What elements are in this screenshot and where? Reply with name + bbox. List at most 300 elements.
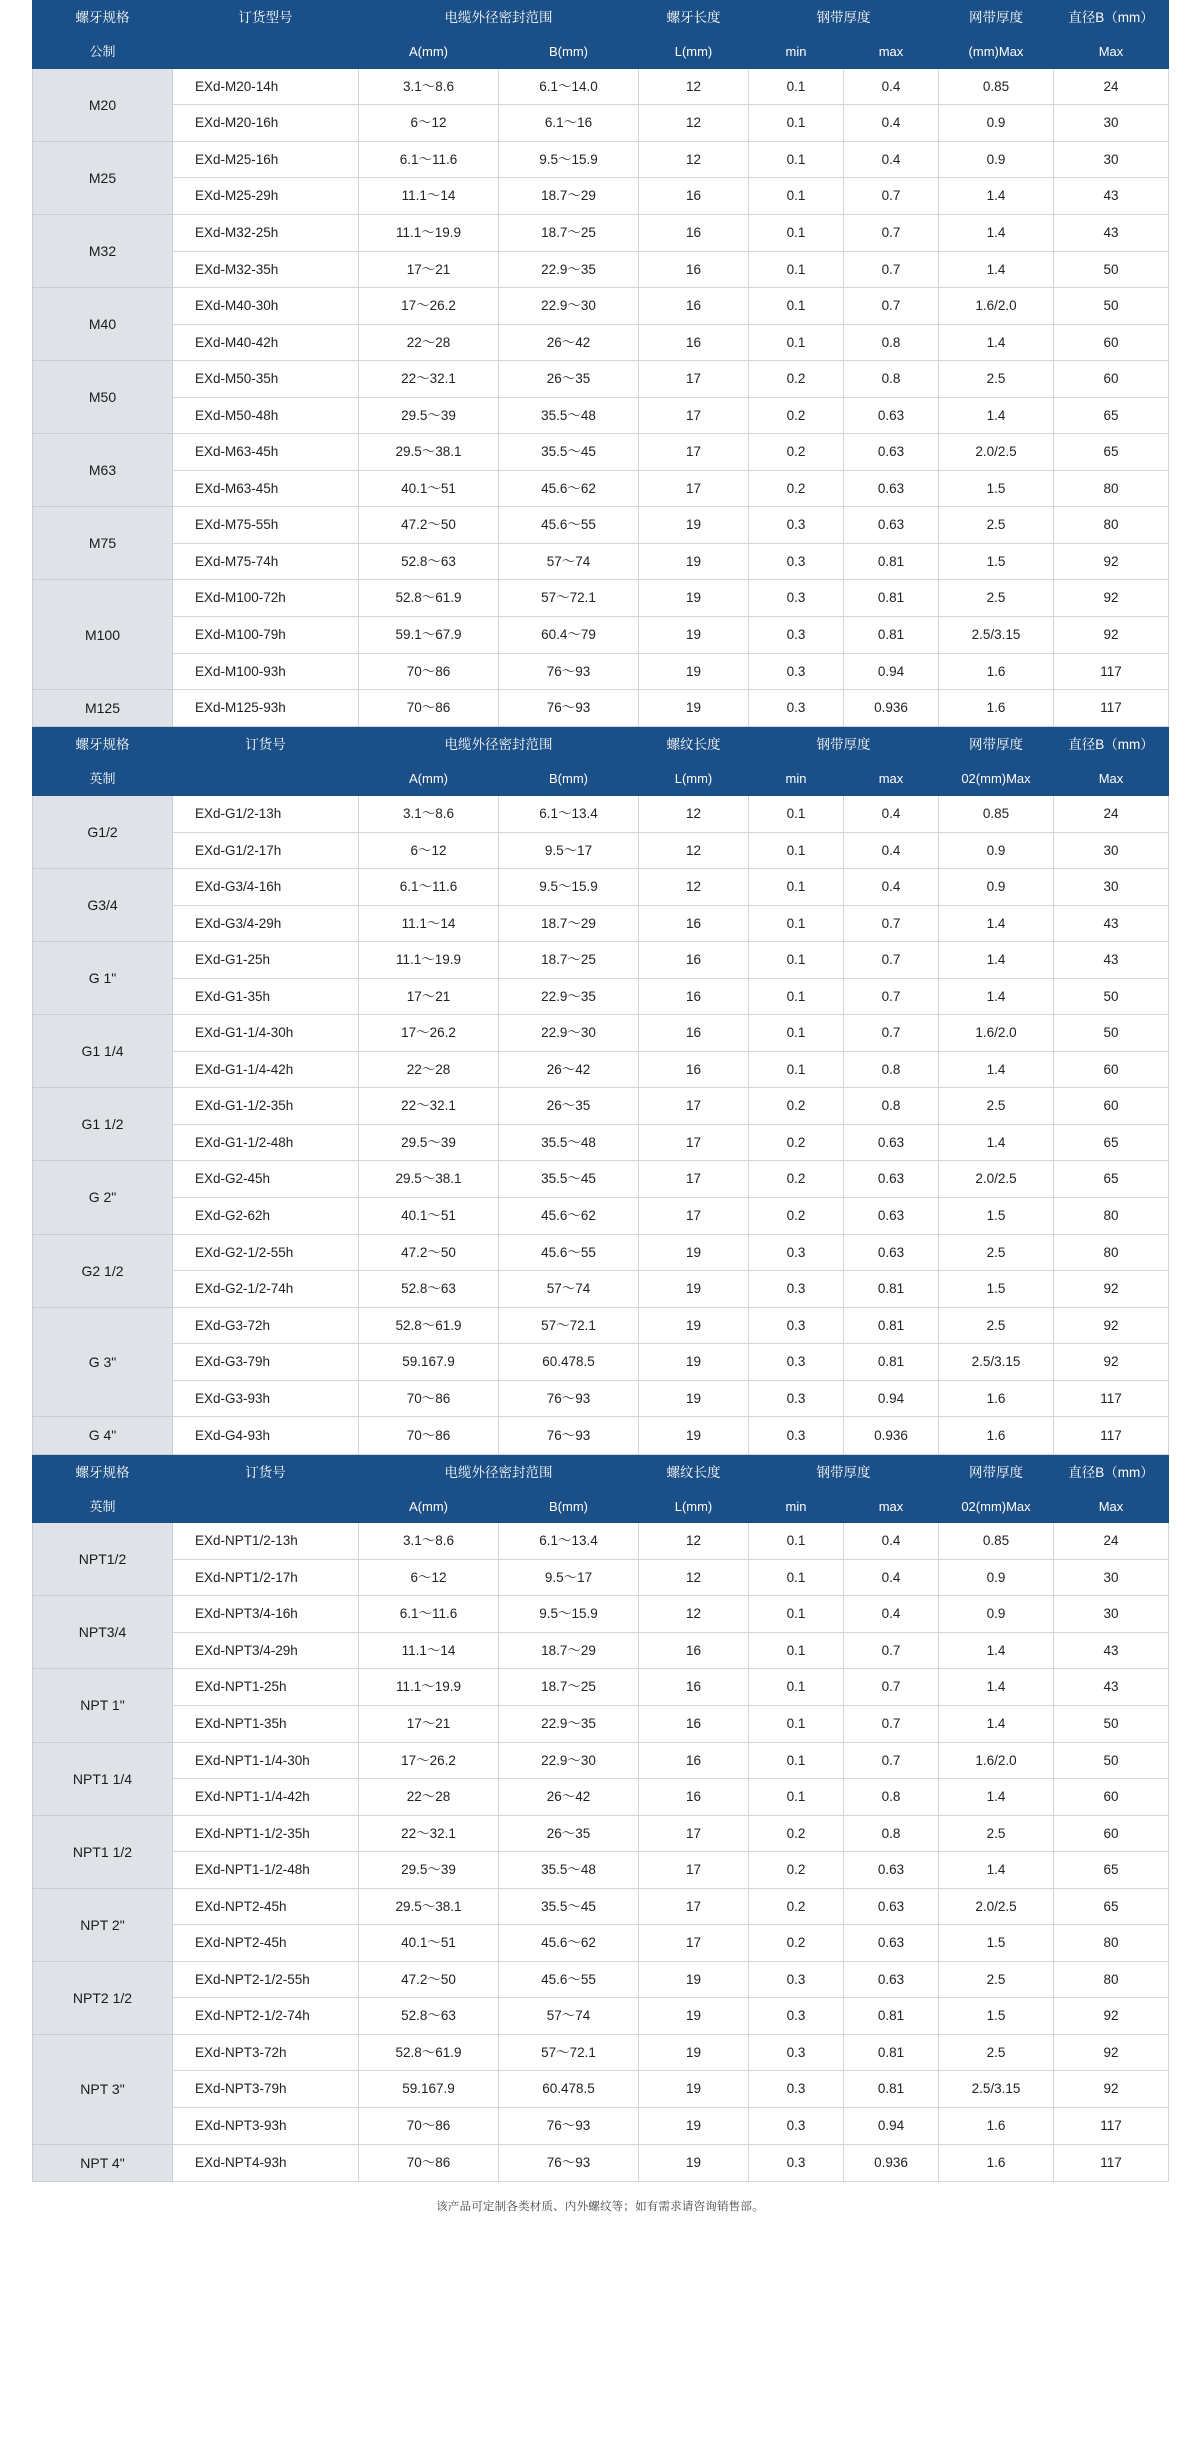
thread-size-group-cell: G1/2 <box>33 796 173 869</box>
table-row <box>33 1198 1169 1235</box>
table-row <box>33 869 1169 906</box>
column-header: 电缆外径密封范围 <box>359 1455 639 1490</box>
data-cell: 22～32.1 <box>359 1088 499 1125</box>
data-cell: 0.81 <box>844 616 939 653</box>
data-cell: 17 <box>639 397 749 434</box>
data-cell: 16 <box>639 214 749 251</box>
table-row <box>33 978 1169 1015</box>
data-cell: 29.5～39 <box>359 1852 499 1889</box>
column-subheader: B(mm) <box>499 1490 639 1523</box>
data-cell: 29.5～38.1 <box>359 434 499 471</box>
column-subheader: max <box>844 36 939 69</box>
thread-size-group-cell: G 1" <box>33 942 173 1015</box>
column-subheader: max <box>844 763 939 796</box>
data-cell: 12 <box>639 68 749 105</box>
table-row <box>33 214 1169 251</box>
thread-size-group-cell: NPT 4" <box>33 2144 173 2181</box>
data-cell: 2.0/2.5 <box>939 434 1054 471</box>
column-subheader: L(mm) <box>639 763 749 796</box>
thread-size-group-cell: NPT3/4 <box>33 1596 173 1669</box>
data-cell: 1.5 <box>939 1271 1054 1308</box>
thread-size-group-cell: NPT2 1/2 <box>33 1961 173 2034</box>
order-model-cell: EXd-M25-16h <box>173 141 359 178</box>
order-model-cell: EXd-G1-1/4-42h <box>173 1051 359 1088</box>
data-cell: 19 <box>639 616 749 653</box>
data-cell: 12 <box>639 1559 749 1596</box>
column-header: 螺牙规格 <box>33 1 173 36</box>
table-header-row-primary <box>33 1455 1169 1490</box>
data-cell: 11.1～19.9 <box>359 1669 499 1706</box>
data-cell: 0.94 <box>844 1380 939 1417</box>
data-cell: 0.1 <box>749 1015 844 1052</box>
column-header: 网带厚度 <box>939 1455 1054 1490</box>
data-cell: 0.81 <box>844 1998 939 2035</box>
data-cell: 0.1 <box>749 141 844 178</box>
order-model-cell: EXd-G4-93h <box>173 1417 359 1454</box>
order-model-cell: EXd-G3-79h <box>173 1344 359 1381</box>
data-cell: 0.63 <box>844 1888 939 1925</box>
data-cell: 0.4 <box>844 1596 939 1633</box>
data-cell: 19 <box>639 690 749 727</box>
table-row <box>33 1815 1169 1852</box>
data-cell: 6.1～11.6 <box>359 869 499 906</box>
data-cell: 47.2～50 <box>359 507 499 544</box>
data-cell: 9.5～17 <box>499 832 639 869</box>
table-row <box>33 653 1169 690</box>
data-cell: 9.5～15.9 <box>499 141 639 178</box>
table-row <box>33 1124 1169 1161</box>
data-cell: 0.2 <box>749 1198 844 1235</box>
data-cell: 22.9～35 <box>499 251 639 288</box>
data-cell: 0.9 <box>939 105 1054 142</box>
data-cell: 0.9 <box>939 1559 1054 1596</box>
data-cell: 80 <box>1054 1961 1169 1998</box>
data-cell: 1.4 <box>939 1852 1054 1889</box>
data-cell: 43 <box>1054 214 1169 251</box>
order-model-cell: EXd-G2-1/2-74h <box>173 1271 359 1308</box>
data-cell: 1.4 <box>939 214 1054 251</box>
data-cell: 65 <box>1054 1888 1169 1925</box>
data-cell: 0.63 <box>844 1925 939 1962</box>
data-cell: 0.4 <box>844 1559 939 1596</box>
data-cell: 2.5 <box>939 1088 1054 1125</box>
data-cell: 0.3 <box>749 690 844 727</box>
data-cell: 3.1～8.6 <box>359 68 499 105</box>
order-model-cell: EXd-G3/4-16h <box>173 869 359 906</box>
data-cell: 0.3 <box>749 1961 844 1998</box>
table-row <box>33 1015 1169 1052</box>
table-row <box>33 832 1169 869</box>
thread-size-group-cell: NPT1 1/2 <box>33 1815 173 1888</box>
data-cell: 0.8 <box>844 1815 939 1852</box>
data-cell: 50 <box>1054 251 1169 288</box>
spec-tables-container <box>32 0 1168 2182</box>
data-cell: 30 <box>1054 105 1169 142</box>
data-cell: 19 <box>639 507 749 544</box>
data-cell: 19 <box>639 1961 749 1998</box>
data-cell: 65 <box>1054 1161 1169 1198</box>
data-cell: 22～28 <box>359 1051 499 1088</box>
data-cell: 0.7 <box>844 178 939 215</box>
data-cell: 2.0/2.5 <box>939 1161 1054 1198</box>
data-cell: 16 <box>639 1632 749 1669</box>
data-cell: 26～35 <box>499 1815 639 1852</box>
thread-size-group-cell: NPT 2" <box>33 1888 173 1961</box>
column-subheader: min <box>749 1490 844 1523</box>
thread-size-group-cell: NPT1/2 <box>33 1523 173 1596</box>
data-cell: 0.936 <box>844 690 939 727</box>
data-cell: 0.1 <box>749 1523 844 1560</box>
data-cell: 1.4 <box>939 1051 1054 1088</box>
table-row <box>33 470 1169 507</box>
data-cell: 24 <box>1054 1523 1169 1560</box>
column-subheader: B(mm) <box>499 763 639 796</box>
order-model-cell: EXd-NPT3/4-29h <box>173 1632 359 1669</box>
data-cell: 0.85 <box>939 68 1054 105</box>
table-row <box>33 543 1169 580</box>
data-cell: 92 <box>1054 616 1169 653</box>
data-cell: 2.5 <box>939 1307 1054 1344</box>
column-subheader: 公制 <box>33 36 173 69</box>
data-cell: 1.4 <box>939 1632 1054 1669</box>
order-model-cell: EXd-M40-42h <box>173 324 359 361</box>
data-cell: 50 <box>1054 1015 1169 1052</box>
table-row <box>33 1417 1169 1454</box>
data-cell: 0.3 <box>749 1234 844 1271</box>
data-cell: 16 <box>639 1015 749 1052</box>
column-subheader: 英制 <box>33 1490 173 1523</box>
data-cell: 19 <box>639 1417 749 1454</box>
data-cell: 29.5～38.1 <box>359 1161 499 1198</box>
order-model-cell: EXd-NPT1-25h <box>173 1669 359 1706</box>
data-cell: 16 <box>639 251 749 288</box>
data-cell: 43 <box>1054 1632 1169 1669</box>
data-cell: 76～93 <box>499 2108 639 2145</box>
data-cell: 0.1 <box>749 1051 844 1088</box>
data-cell: 17～21 <box>359 1706 499 1743</box>
column-subheader: 02(mm)Max <box>939 1490 1054 1523</box>
data-cell: 57～72.1 <box>499 580 639 617</box>
data-cell: 19 <box>639 1380 749 1417</box>
column-subheader: min <box>749 36 844 69</box>
thread-size-group-cell: M100 <box>33 580 173 690</box>
data-cell: 0.2 <box>749 1161 844 1198</box>
data-cell: 70～86 <box>359 690 499 727</box>
data-cell: 0.9 <box>939 141 1054 178</box>
column-subheader: min <box>749 763 844 796</box>
data-cell: 0.3 <box>749 1307 844 1344</box>
data-cell: 76～93 <box>499 1417 639 1454</box>
thread-size-group-cell: M20 <box>33 68 173 141</box>
data-cell: 16 <box>639 942 749 979</box>
data-cell: 1.4 <box>939 905 1054 942</box>
table-row <box>33 68 1169 105</box>
data-cell: 0.1 <box>749 251 844 288</box>
data-cell: 0.8 <box>844 1779 939 1816</box>
data-cell: 0.3 <box>749 2108 844 2145</box>
data-cell: 18.7～25 <box>499 1669 639 1706</box>
data-cell: 1.4 <box>939 324 1054 361</box>
data-cell: 29.5～39 <box>359 397 499 434</box>
table-row <box>33 178 1169 215</box>
column-header: 钢带厚度 <box>749 1 939 36</box>
order-model-cell: EXd-M63-45h <box>173 470 359 507</box>
data-cell: 19 <box>639 1344 749 1381</box>
data-cell: 60.478.5 <box>499 1344 639 1381</box>
data-cell: 2.5 <box>939 1815 1054 1852</box>
data-cell: 0.7 <box>844 1669 939 1706</box>
data-cell: 52.8～61.9 <box>359 580 499 617</box>
order-model-cell: EXd-G3-93h <box>173 1380 359 1417</box>
data-cell: 50 <box>1054 288 1169 325</box>
data-cell: 17 <box>639 1852 749 1889</box>
data-cell: 16 <box>639 1742 749 1779</box>
data-cell: 0.3 <box>749 1271 844 1308</box>
data-cell: 2.5/3.15 <box>939 2071 1054 2108</box>
table-row <box>33 1523 1169 1560</box>
data-cell: 0.3 <box>749 1998 844 2035</box>
data-cell: 26～42 <box>499 324 639 361</box>
data-cell: 0.63 <box>844 1161 939 1198</box>
data-cell: 57～74 <box>499 1271 639 1308</box>
data-cell: 3.1～8.6 <box>359 1523 499 1560</box>
data-cell: 35.5～45 <box>499 434 639 471</box>
column-subheader <box>173 36 359 69</box>
data-cell: 6.1～16 <box>499 105 639 142</box>
table-header-row-primary <box>33 1 1169 36</box>
data-cell: 50 <box>1054 1706 1169 1743</box>
data-cell: 19 <box>639 1271 749 1308</box>
data-cell: 17 <box>639 1124 749 1161</box>
data-cell: 0.3 <box>749 616 844 653</box>
table-row <box>33 1669 1169 1706</box>
data-cell: 1.5 <box>939 543 1054 580</box>
data-cell: 0.2 <box>749 1088 844 1125</box>
data-cell: 0.1 <box>749 214 844 251</box>
data-cell: 9.5～17 <box>499 1559 639 1596</box>
data-cell: 76～93 <box>499 1380 639 1417</box>
data-cell: 0.9 <box>939 1596 1054 1633</box>
data-cell: 60 <box>1054 1088 1169 1125</box>
column-subheader: A(mm) <box>359 763 499 796</box>
data-cell: 16 <box>639 324 749 361</box>
order-model-cell: EXd-NPT3-79h <box>173 2071 359 2108</box>
data-cell: 92 <box>1054 543 1169 580</box>
footnote: 该产品可定制各类材质、内外螺纹等；如有需求请咨询销售部。 <box>436 2200 764 2213</box>
data-cell: 45.6～55 <box>499 1961 639 1998</box>
table-row <box>33 1888 1169 1925</box>
data-cell: 0.4 <box>844 796 939 833</box>
data-cell: 0.81 <box>844 580 939 617</box>
thread-size-group-cell: NPT 3" <box>33 2034 173 2144</box>
data-cell: 17 <box>639 1888 749 1925</box>
data-cell: 26～35 <box>499 1088 639 1125</box>
table-header-row-secondary <box>33 1490 1169 1523</box>
data-cell: 117 <box>1054 2144 1169 2181</box>
data-cell: 11.1～19.9 <box>359 942 499 979</box>
data-cell: 22.9～35 <box>499 1706 639 1743</box>
data-cell: 45.6～55 <box>499 1234 639 1271</box>
data-cell: 0.2 <box>749 1852 844 1889</box>
order-model-cell: EXd-NPT3-72h <box>173 2034 359 2071</box>
data-cell: 0.2 <box>749 434 844 471</box>
order-model-cell: EXd-NPT2-1/2-74h <box>173 1998 359 2035</box>
data-cell: 0.1 <box>749 1596 844 1633</box>
data-cell: 11.1～14 <box>359 905 499 942</box>
order-model-cell: EXd-NPT1/2-17h <box>173 1559 359 1596</box>
data-cell: 47.2～50 <box>359 1961 499 1998</box>
table-row <box>33 690 1169 727</box>
data-cell: 70～86 <box>359 1417 499 1454</box>
data-cell: 19 <box>639 2108 749 2145</box>
data-cell: 17 <box>639 434 749 471</box>
thread-size-group-cell: NPT1 1/4 <box>33 1742 173 1815</box>
data-cell: 0.81 <box>844 2071 939 2108</box>
data-cell: 0.7 <box>844 251 939 288</box>
spec-table-imperial-g <box>32 727 1169 1454</box>
data-cell: 16 <box>639 905 749 942</box>
data-cell: 0.3 <box>749 1417 844 1454</box>
data-cell: 30 <box>1054 1596 1169 1633</box>
data-cell: 2.5 <box>939 507 1054 544</box>
data-cell: 0.1 <box>749 68 844 105</box>
data-cell: 0.81 <box>844 543 939 580</box>
thread-size-group-cell: M63 <box>33 434 173 507</box>
data-cell: 70～86 <box>359 2144 499 2181</box>
data-cell: 0.3 <box>749 2034 844 2071</box>
order-model-cell: EXd-NPT1-1/2-35h <box>173 1815 359 1852</box>
thread-size-group-cell: G 2" <box>33 1161 173 1234</box>
order-model-cell: EXd-NPT1-35h <box>173 1706 359 1743</box>
data-cell: 0.63 <box>844 470 939 507</box>
order-model-cell: EXd-G1-1/2-35h <box>173 1088 359 1125</box>
data-cell: 0.4 <box>844 869 939 906</box>
data-cell: 45.6～62 <box>499 470 639 507</box>
data-cell: 17 <box>639 1198 749 1235</box>
order-model-cell: EXd-G1-1/2-48h <box>173 1124 359 1161</box>
data-cell: 35.5～48 <box>499 1852 639 1889</box>
order-model-cell: EXd-M100-93h <box>173 653 359 690</box>
order-model-cell: EXd-NPT1-1/2-48h <box>173 1852 359 1889</box>
column-header: 订货号 <box>173 1455 359 1490</box>
table-row <box>33 2034 1169 2071</box>
order-model-cell: EXd-G1/2-13h <box>173 796 359 833</box>
data-cell: 22.9～30 <box>499 1015 639 1052</box>
table-row <box>33 1161 1169 1198</box>
data-cell: 52.8～63 <box>359 1998 499 2035</box>
data-cell: 18.7～29 <box>499 1632 639 1669</box>
data-cell: 11.1～14 <box>359 1632 499 1669</box>
data-cell: 0.7 <box>844 288 939 325</box>
data-cell: 60 <box>1054 361 1169 398</box>
data-cell: 2.5/3.15 <box>939 616 1054 653</box>
data-cell: 0.81 <box>844 2034 939 2071</box>
data-cell: 117 <box>1054 2108 1169 2145</box>
order-model-cell: EXd-M32-35h <box>173 251 359 288</box>
table-row <box>33 2108 1169 2145</box>
data-cell: 24 <box>1054 68 1169 105</box>
data-cell: 65 <box>1054 397 1169 434</box>
order-model-cell: EXd-NPT3/4-16h <box>173 1596 359 1633</box>
data-cell: 92 <box>1054 1344 1169 1381</box>
order-model-cell: EXd-M100-72h <box>173 580 359 617</box>
data-cell: 1.4 <box>939 978 1054 1015</box>
data-cell: 1.4 <box>939 178 1054 215</box>
table-row <box>33 1961 1169 1998</box>
table-row <box>33 1779 1169 1816</box>
data-cell: 92 <box>1054 580 1169 617</box>
data-cell: 26～42 <box>499 1051 639 1088</box>
data-cell: 52.8～63 <box>359 543 499 580</box>
column-subheader: (mm)Max <box>939 36 1054 69</box>
thread-size-group-cell: M25 <box>33 141 173 214</box>
table-row <box>33 1271 1169 1308</box>
data-cell: 45.6～55 <box>499 507 639 544</box>
data-cell: 6.1～11.6 <box>359 1596 499 1633</box>
data-cell: 59.1～67.9 <box>359 616 499 653</box>
data-cell: 0.8 <box>844 361 939 398</box>
table-row <box>33 905 1169 942</box>
data-cell: 45.6～62 <box>499 1925 639 1962</box>
data-cell: 1.4 <box>939 1779 1054 1816</box>
data-cell: 30 <box>1054 1559 1169 1596</box>
order-model-cell: EXd-G1-25h <box>173 942 359 979</box>
order-model-cell: EXd-NPT2-1/2-55h <box>173 1961 359 1998</box>
thread-size-group-cell: G3/4 <box>33 869 173 942</box>
data-cell: 92 <box>1054 2034 1169 2071</box>
data-cell: 47.2～50 <box>359 1234 499 1271</box>
thread-size-group-cell: M125 <box>33 690 173 727</box>
data-cell: 0.1 <box>749 105 844 142</box>
data-cell: 0.936 <box>844 2144 939 2181</box>
table-row <box>33 1596 1169 1633</box>
data-cell: 35.5～48 <box>499 397 639 434</box>
data-cell: 22～32.1 <box>359 1815 499 1852</box>
data-cell: 17～21 <box>359 978 499 1015</box>
order-model-cell: EXd-M63-45h <box>173 434 359 471</box>
column-header: 电缆外径密封范围 <box>359 728 639 763</box>
data-cell: 0.1 <box>749 1742 844 1779</box>
table-header-row-primary <box>33 728 1169 763</box>
data-cell: 12 <box>639 105 749 142</box>
data-cell: 1.4 <box>939 942 1054 979</box>
thread-size-group-cell: G1 1/2 <box>33 1088 173 1161</box>
column-subheader: B(mm) <box>499 36 639 69</box>
data-cell: 60.478.5 <box>499 2071 639 2108</box>
data-cell: 1.5 <box>939 470 1054 507</box>
data-cell: 43 <box>1054 905 1169 942</box>
order-model-cell: EXd-G2-62h <box>173 1198 359 1235</box>
data-cell: 30 <box>1054 141 1169 178</box>
table-row <box>33 616 1169 653</box>
data-cell: 0.63 <box>844 434 939 471</box>
data-cell: 35.5～45 <box>499 1888 639 1925</box>
data-cell: 0.2 <box>749 397 844 434</box>
data-cell: 117 <box>1054 1417 1169 1454</box>
order-model-cell: EXd-G1-1/4-30h <box>173 1015 359 1052</box>
data-cell: 117 <box>1054 653 1169 690</box>
data-cell: 2.5/3.15 <box>939 1344 1054 1381</box>
column-header: 电缆外径密封范围 <box>359 1 639 36</box>
data-cell: 1.4 <box>939 1669 1054 1706</box>
data-cell: 43 <box>1054 1669 1169 1706</box>
data-cell: 70～86 <box>359 1380 499 1417</box>
table-row <box>33 1742 1169 1779</box>
data-cell: 30 <box>1054 869 1169 906</box>
data-cell: 0.7 <box>844 978 939 1015</box>
data-cell: 0.63 <box>844 1124 939 1161</box>
table-row <box>33 1852 1169 1889</box>
